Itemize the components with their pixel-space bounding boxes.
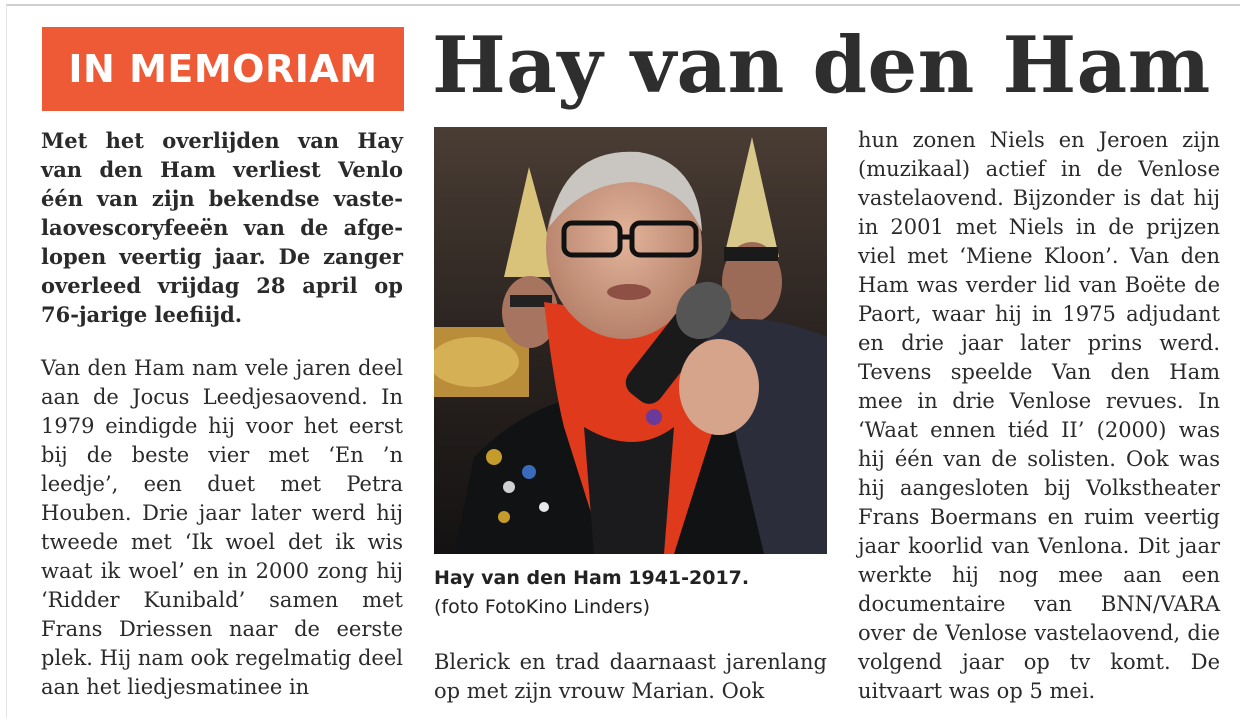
column-right <box>858 126 1220 706</box>
body-paragraph-middle: Blerick en trad daarnaast jarenlang op met zijn vrouw Marian. Ook <box>434 650 827 703</box>
body-paragraph-right: hun zonen Niels en Jeroen zijn (muzikaal) actief in de Venlose vastelaovend. Bijzonder is dat hij in 2001 met Niels in de prijzen viel met ‘Miene Kloon’. Van den Ham was verder lid van Boëte de Paort, waar hij in 1975 adjudant en drie jaar later prins werd. Tevens speelde Van den Ham mee in drie Venlose revues. In ‘Waat ennen tiéd II’ (2000) was hij één van de solisten. Ook was hij aangesloten bij Volkstheater Frans Boermans en ruim veertig jaar koorlid van Venlona. Dit jaar werkte hij nog mee aan een documentaire van BNN/VARA over de Venlose vastelaovend, die volgend jaar op tv komt. De uitvaart was op 5 mei. <box>858 128 1220 703</box>
column-left <box>41 126 403 702</box>
caption-title: Hay van den Ham 1941-2017. <box>434 567 750 589</box>
column-middle <box>434 648 827 706</box>
portrait-photo <box>434 127 827 554</box>
headline: Hay van den Ham <box>432 20 1211 111</box>
in-memoriam-badge: IN MEMORIAM <box>42 27 404 111</box>
photo-illustration <box>434 127 827 554</box>
lead-paragraph: Met het overlijden van Hay van den Ham verliest Venlo één van zijn bekendse vastelaovescoryfeeën van de afgelopen veertig jaar. De zanger overleed vrijdag 28 april op 76-jarige leefiijd. <box>41 128 403 327</box>
photo-caption <box>434 564 834 622</box>
caption-credit: (foto FotoKino Linders) <box>434 596 651 618</box>
body-paragraph-left: Van den Ham nam vele jaren deel aan de Jocus Leedjesaovend. In 1979 eindigde hij voor het eerst bij de beste vier met ‘En ’n leedje’, een duet met Petra Houben. Drie jaar later werd hij tweede met ‘Ik woel det ik wis waat ik woel’ en in 2000 zong hij ‘Ridder Kunibald’ samen met Frans Driessen naar de eerste plek. Hij nam ook regelmatig deel aan het liedjesmatinee in <box>41 356 403 699</box>
